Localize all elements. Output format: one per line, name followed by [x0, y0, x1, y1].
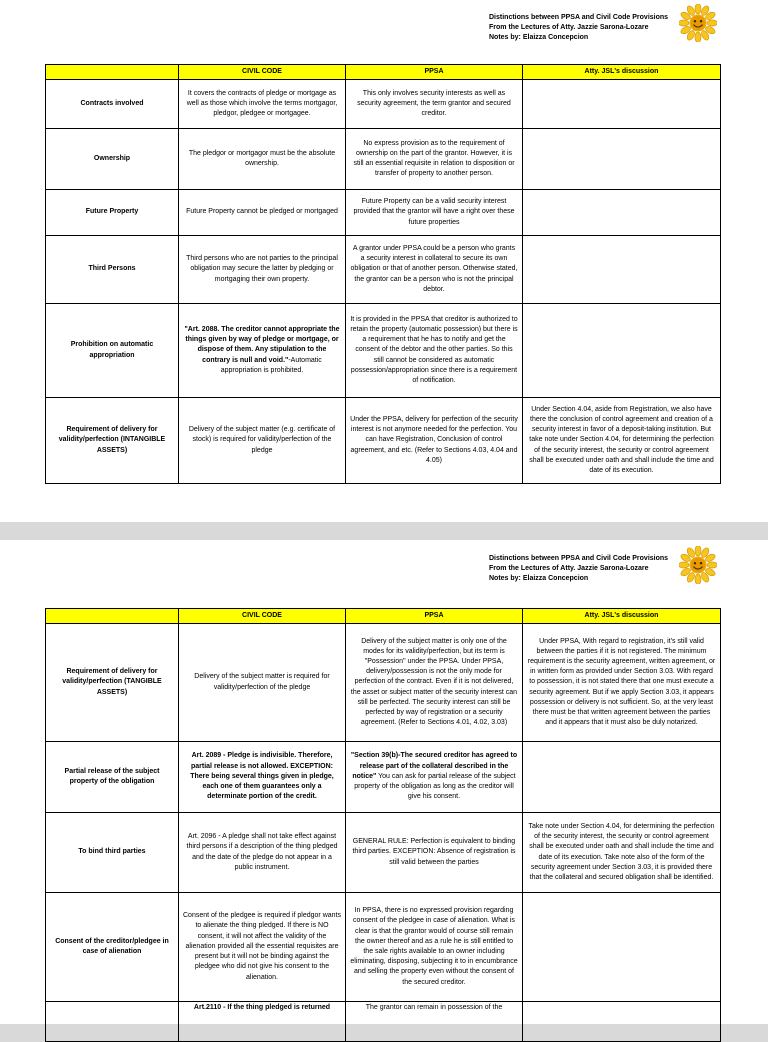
civil-code-bold-text: "Art. 2088. The creditor cannot appropriate the things given by way of pledge or mortgage, or dispose of them. Any stipulation to the contrary is null and void." — [184, 325, 340, 364]
ppsa-cell: No express provision as to the requirement of ownership on the part of the grantor. However, it is still an essential requisite in relation to disposition or transfer of property to another person. — [346, 129, 523, 190]
ppsa-cell: In PPSA, there is no expressed provision regarding consent of the pledgee in case of alienation. What is clear is that the grantor would of course still remain the owner thereof and as a rule he is still entitled to the sale rights available to an owner including eliminating, disposing, subjecting it to in encumbrance and selling the property even without the consent of the secured creditor. — [346, 893, 523, 1002]
row-label: Requirement of delivery for validity/perfection (INTANGIBLE ASSETS) — [46, 398, 179, 484]
civil-code-cell: Third persons who are not parties to the principal obligation may secure the latter by pledging or mortgaging their own property. — [179, 236, 346, 304]
row-label: To bind third parties — [46, 813, 179, 893]
ppsa-cell: The grantor can remain in possession of the — [346, 1002, 523, 1042]
civil-code-cell: Consent of the pledgee is required if pledgor wants to alienate the thing pledged. If there is NO consent, it will not affect the validity of the alienation provided all the essential requisites are present but it will not be binding against the pledgee who did not give his consent to the alienation. — [179, 893, 346, 1002]
sunflower-logo — [679, 4, 717, 42]
ppsa-cell: A grantor under PPSA could be a person who grants a security interest in collateral to secure its own obligation or that of another person. Otherwise stated, the grantor can be a person who is not the principal debtor. — [346, 236, 523, 304]
row-label: Consent of the creditor/pledgee in case of alienation — [46, 893, 179, 1002]
sunflower-logo — [679, 546, 717, 584]
ppsa-cell: Future Property can be a valid security interest provided that the grantor will have a right over these future properties — [346, 190, 523, 236]
civil-code-cell: The pledgor or mortgagor must be the absolute ownership. — [179, 129, 346, 190]
table-row — [46, 624, 721, 742]
discussion-cell: Under PPSA, With regard to registration, it's still valid between the parties if it is not registered. The minimum requirement is the security agreement, written agreement, or in written form as provided under Section 3.03. With regard to possession, it is not stated there that one must execute a security agreement. But if we apply Section 3.03, it appears possession or delivery is not sufficient. So, at the very least there must be that written agreement between the parties and it appears that it must also be duly notarized. — [523, 624, 721, 742]
column-header-ppsa: PPSA — [346, 609, 523, 624]
comparison-table — [45, 608, 721, 1042]
table-row — [46, 190, 721, 236]
discussion-cell — [523, 742, 721, 813]
discussion-cell — [523, 1002, 721, 1042]
row-label: Future Property — [46, 190, 179, 236]
header-cell-empty — [46, 609, 179, 624]
table-header-row — [46, 609, 721, 624]
column-header-discussion: Atty. JSL's discussion — [523, 65, 721, 80]
discussion-cell: Take note under Section 4.04, for determining the perfection of the security interest, the security or control agreement shall be executed under oath and shall include the time and date of its execution. Take note also of the form of the security agreement under Section 3.03, it is provided there that the collateral and secured obligation shall be identified. — [523, 813, 721, 893]
table-row — [46, 304, 721, 398]
table-row — [46, 80, 721, 129]
civil-code-cell: Art.2110 - If the thing pledged is returned — [179, 1002, 346, 1042]
document-page-2 — [0, 540, 768, 1024]
row-label: Contracts involved — [46, 80, 179, 129]
column-header-ppsa: PPSA — [346, 65, 523, 80]
table-row — [46, 742, 721, 813]
discussion-cell: Under Section 4.04, aside from Registration, we also have there the conclusion of control agreement and creation of a security interest in favor of a deposit-taking institution. But take note under Section 4.04, for determining the perfection of the security interest, the security or control agreement shall be executed under oath and shall include the time and date of its execution. — [523, 398, 721, 484]
civil-code-text: -Automatic appropriation is prohibited. — [220, 356, 322, 374]
page-header — [489, 554, 668, 584]
ppsa-cell: GENERAL RULE: Perfection is equivalent to binding third parties. EXCEPTION: Absence of registration is still valid between the parties — [346, 813, 523, 893]
civil-code-cell: Delivery of the subject matter (e.g. certificate of stock) is required for validity/perfection of the pledge — [179, 398, 346, 484]
table-row — [46, 129, 721, 190]
ppsa-cell: Delivery of the subject matter is only one of the modes for its validity/perfection, but its term is "Possession" under the PPSA. Under PPSA, delivery/possession is not the only mode for perfection of the contract. Even if it is not delivered, the asset or subject matter of the security interest can still be perfected. The security interest can still be perfected by way of registration or a security agreement. (Refer to Sections 4.01, 4.02, 3.03) — [346, 624, 523, 742]
civil-code-cell: Art. 2096 - A pledge shall not take effect against third persons if a description of the thing pledged and the date of the pledge do not appear in a public instrument. — [179, 813, 346, 893]
row-label: Third Persons — [46, 236, 179, 304]
header-notes-by: Notes by: Elaizza Concepcion — [489, 34, 589, 41]
discussion-cell — [523, 80, 721, 129]
civil-code-cell: Delivery of the subject matter is required for validity/perfection of the pledge — [179, 624, 346, 742]
table-row — [46, 813, 721, 893]
civil-code-cell: It covers the contracts of pledge or mortgage as well as those which involve the terms mortgagor, pledgor, pledgee or mortgagee. — [179, 80, 346, 129]
ppsa-cell: Under the PPSA, delivery for perfection of the security interest is not anymore needed for the perfection. You can have Registration, Conclusion of control agreement, and etc. (Refer to Sections 4.03, 4.04 and 4.05) — [346, 398, 523, 484]
table-row — [46, 398, 721, 484]
row-label: Ownership — [46, 129, 179, 190]
header-cell-empty — [46, 65, 179, 80]
comparison-table — [45, 64, 721, 484]
discussion-cell — [523, 190, 721, 236]
ppsa-bold-text: "Section 39(b)-The secured creditor has agreed to release part of the collateral described in the notice" — [350, 752, 518, 780]
row-label — [46, 1002, 179, 1042]
ppsa-cell: It is provided in the PPSA that creditor is authorized to retain the property (automatic possession) but there is a requirement that he has to notify and get the consent of the debtor and the other parties. So this still cannot be considered as automatic possession/appropriation since there is a requirement of notification. — [346, 304, 523, 398]
row-label: Requirement of delivery for validity/perfection (TANGIBLE ASSETS) — [46, 624, 179, 742]
discussion-cell — [523, 129, 721, 190]
column-header-civil-code: CIVIL CODE — [179, 609, 346, 624]
ppsa-cell — [346, 742, 523, 813]
header-title: Distinctions between PPSA and Civil Code Provisions — [489, 14, 669, 21]
header-lectures: From the Lectures of Atty. Jazzie Sarona-Lozare — [489, 24, 649, 31]
discussion-cell — [523, 304, 721, 398]
table-row — [46, 893, 721, 1002]
page-header — [489, 13, 668, 43]
row-label: Partial release of the subject property of the obligation — [46, 742, 179, 813]
table-row — [46, 1002, 721, 1042]
column-header-civil-code: CIVIL CODE — [179, 65, 346, 80]
table-header-row — [46, 65, 721, 80]
discussion-cell — [523, 893, 721, 1002]
header-lectures: From the Lectures of Atty. Jazzie Sarona-Lozare — [489, 565, 649, 572]
civil-code-cell — [179, 304, 346, 398]
ppsa-text: You can ask for partial release of the subject property of the obligation as long as the creditor will give his consent. — [354, 772, 516, 801]
civil-code-cell: Future Property cannot be pledged or mortgaged — [179, 190, 346, 236]
header-notes-by: Notes by: Elaizza Concepcion — [489, 575, 589, 582]
header-title: Distinctions between PPSA and Civil Code Provisions — [489, 555, 669, 562]
column-header-discussion: Atty. JSL's discussion — [523, 609, 721, 624]
table-row — [46, 236, 721, 304]
row-label: Prohibition on automatic appropriation — [46, 304, 179, 398]
discussion-cell — [523, 236, 721, 304]
ppsa-cell: This only involves security interests as well as security agreement, the term grantor and secured creditor. — [346, 80, 523, 129]
civil-code-cell: Art. 2089 - Pledge is indivisible. Therefore, partial release is not allowed. EXCEPTION: There being several things given in pledge, each one of them guarantees only a determinate portion of the credit. — [179, 742, 346, 813]
